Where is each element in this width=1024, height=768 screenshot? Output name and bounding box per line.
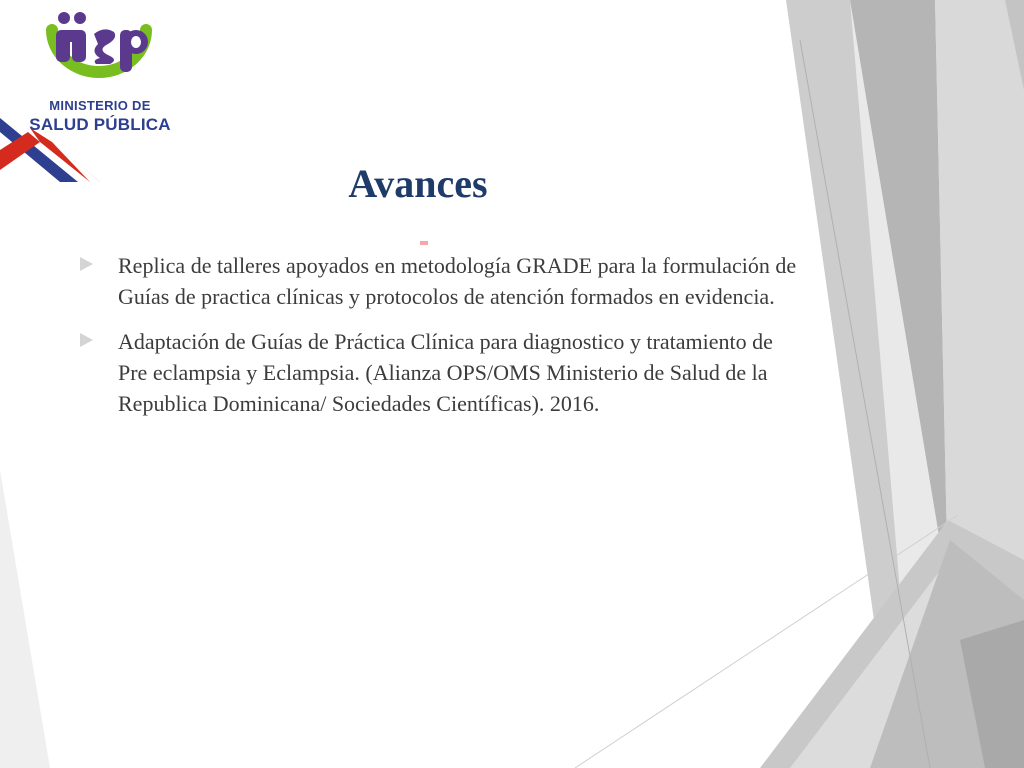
slide-title: Avances bbox=[348, 161, 488, 206]
bullet-list bbox=[78, 250, 798, 433]
bullet-text: Adaptación de Guías de Práctica Clínica para diagnostico y tratamiento de Pre eclampsia y Eclampsia. (Alianza OPS/OMS Ministerio de Salud de la Republica Dominicana/ Sociedades Científicas). 2016. bbox=[118, 329, 773, 416]
title-underline-mark bbox=[420, 241, 428, 245]
logo-line2: SALUD PÚBLICA bbox=[29, 115, 171, 134]
triangle-bullet-icon bbox=[80, 257, 93, 271]
logo-emblem bbox=[52, 12, 148, 72]
ministerio-logo bbox=[0, 0, 180, 190]
bullet-item bbox=[78, 250, 798, 312]
bullet-text: Replica de talleres apoyados en metodología GRADE para la formulación de Guías de practica clínicas y protocolos de atención formados en evidencia. bbox=[118, 253, 797, 309]
bullet-item bbox=[78, 326, 798, 419]
logo-line1: MINISTERIO DE bbox=[49, 98, 151, 113]
triangle-bullet-icon bbox=[80, 333, 93, 347]
